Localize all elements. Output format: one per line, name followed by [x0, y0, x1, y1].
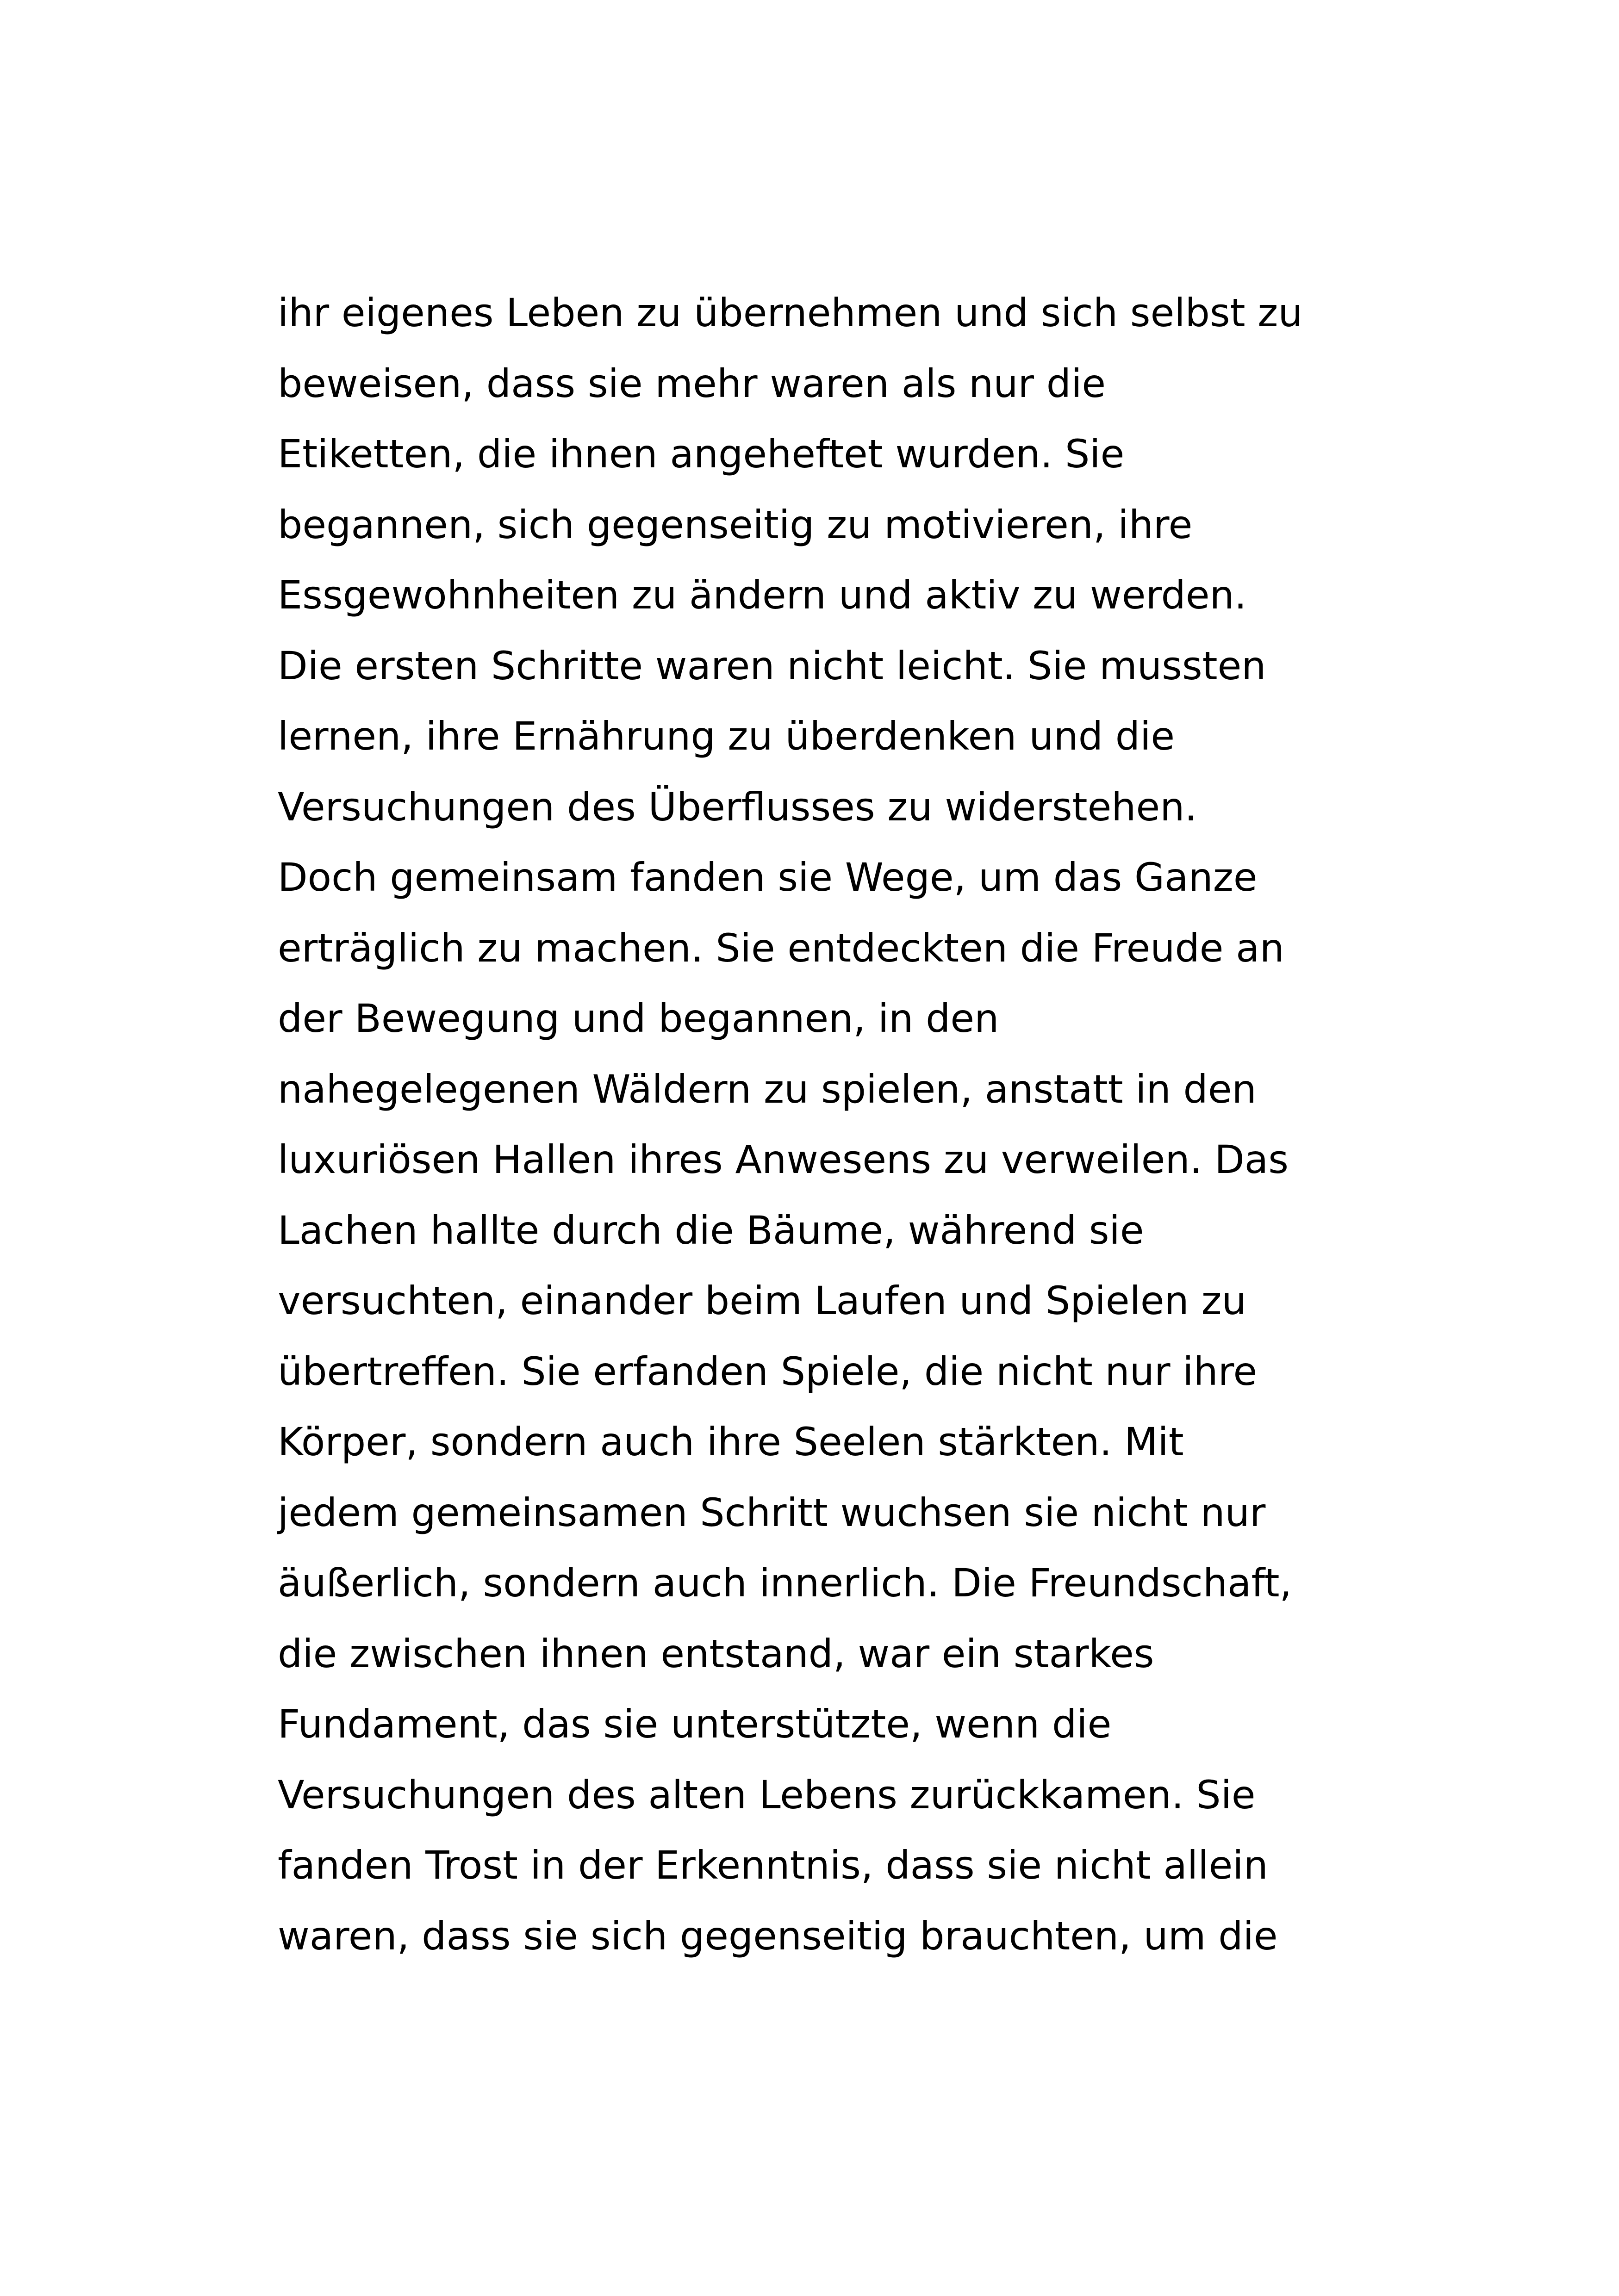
text-line: begannen, sich gegenseitig zu motivieren, ihre: [278, 502, 1193, 547]
text-line: beweisen, dass sie mehr waren als nur die: [278, 360, 1106, 406]
text-line: ihr eigenes Leben zu übernehmen und sich selbst zu: [278, 290, 1303, 335]
text-line: äußerlich, sondern auch innerlich. Die Freundschaft,: [278, 1560, 1292, 1606]
text-line: die zwischen ihnen entstand, war ein starkes: [278, 1631, 1154, 1676]
text-line: lernen, ihre Ernährung zu überdenken und die: [278, 714, 1175, 759]
text-line: fanden Trost in der Erkenntnis, dass sie nicht allein: [278, 1843, 1268, 1888]
text-line: erträglich zu machen. Sie entdeckten die Freude an: [278, 925, 1284, 971]
text-line: versuchten, einander beim Laufen und Spielen zu: [278, 1278, 1246, 1323]
body-text: [278, 278, 1389, 1971]
text-line: nahegelegenen Wäldern zu spielen, anstatt in den: [278, 1066, 1257, 1112]
text-line: Etiketten, die ihnen angeheftet wurden. Sie: [278, 431, 1125, 477]
text-line: der Bewegung und begannen, in den: [278, 996, 999, 1041]
text-line: Körper, sondern auch ihre Seelen stärkten. Mit: [278, 1419, 1184, 1464]
text-line: Fundament, das sie unterstützte, wenn die: [278, 1701, 1112, 1747]
text-line: jedem gemeinsamen Schritt wuchsen sie nicht nur: [278, 1489, 1266, 1535]
text-line: Lachen hallte durch die Bäume, während sie: [278, 1207, 1144, 1253]
text-line: Die ersten Schritte waren nicht leicht. Sie mussten: [278, 643, 1266, 689]
text-line: übertreffen. Sie erfanden Spiele, die nicht nur ihre: [278, 1348, 1258, 1394]
text-line: Versuchungen des Überflusses zu widerstehen.: [278, 784, 1197, 830]
text-line: Versuchungen des alten Lebens zurückkamen. Sie: [278, 1772, 1256, 1818]
text-line: Doch gemeinsam fanden sie Wege, um das Ganze: [278, 855, 1258, 900]
text-line: waren, dass sie sich gegenseitig brauchten, um die: [278, 1913, 1278, 1959]
text-line: Essgewohnheiten zu ändern und aktiv zu werden.: [278, 572, 1247, 618]
text-line: luxuriösen Hallen ihres Anwesens zu verweilen. Das: [278, 1137, 1289, 1182]
